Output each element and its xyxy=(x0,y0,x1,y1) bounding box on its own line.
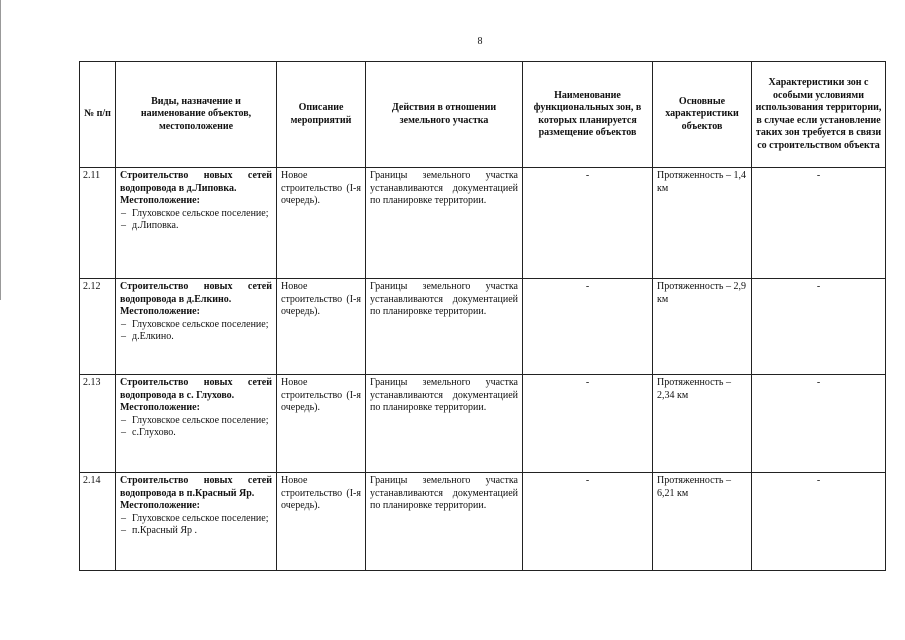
location-label: Местоположение: xyxy=(120,195,200,206)
header-land-actions: Действия в отношении земельного участка xyxy=(366,62,523,168)
page-number: 8 xyxy=(477,36,483,47)
actions-cell: Границы земельного участка устанавливаются документацией по планировке территории. xyxy=(366,279,523,375)
zones-cell: - xyxy=(523,279,653,375)
description-cell: Новое строительство (I-я очередь). xyxy=(277,279,366,375)
zones-cell: - xyxy=(523,168,653,279)
header-functional-zones: Наименование функциональных зон, в которых планируется размещение объектов xyxy=(523,62,653,168)
special-zones-cell: - xyxy=(752,168,886,279)
location-item: – с.Глухово. xyxy=(120,427,272,440)
location-item: – д.Елкино. xyxy=(120,331,272,344)
row-number: 2.12 xyxy=(80,279,116,375)
scan-edge-mark xyxy=(0,0,1,300)
location-item: – Глуховское сельское поселение; xyxy=(120,513,272,526)
header-number: № п/п xyxy=(80,62,116,168)
object-title: Строительство новых сетей водопровода в п.Красный Яр. xyxy=(120,475,272,499)
object-title: Строительство новых сетей водопровода в с. Глухово. xyxy=(120,377,272,401)
location-list xyxy=(120,415,272,440)
special-zones-cell: - xyxy=(752,473,886,571)
actions-cell: Границы земельного участка устанавливаются документацией по планировке территории. xyxy=(366,168,523,279)
description-cell: Новое строительство (I-я очередь). xyxy=(277,168,366,279)
header-description: Описание мероприятий xyxy=(277,62,366,168)
table-row xyxy=(80,279,886,375)
location-item: – д.Липовка. xyxy=(120,220,272,233)
table-row xyxy=(80,375,886,473)
characteristics-cell: Протяженность – 2,9 км xyxy=(653,279,752,375)
characteristics-cell: Протяженность – 1,4 км xyxy=(653,168,752,279)
row-number: 2.14 xyxy=(80,473,116,571)
location-label: Местоположение: xyxy=(120,402,200,413)
location-item: – Глуховское сельское поселение; xyxy=(120,319,272,332)
description-cell: Новое строительство (I-я очередь). xyxy=(277,375,366,473)
object-title: Строительство новых сетей водопровода в д.Елкино. xyxy=(120,281,272,305)
table-row xyxy=(80,168,886,279)
zones-cell: - xyxy=(523,375,653,473)
characteristics-cell: Протяженность – 6,21 км xyxy=(653,473,752,571)
special-zones-cell: - xyxy=(752,279,886,375)
table-row xyxy=(80,473,886,571)
location-label: Местоположение: xyxy=(120,500,200,511)
object-cell xyxy=(116,279,277,375)
header-special-zones: Характеристики зон с особыми условиями использования территории, в случае если установление таких зон требуется в связи со строительством объекта xyxy=(752,62,886,168)
special-zones-cell: - xyxy=(752,375,886,473)
header-characteristics: Основные характеристики объектов xyxy=(653,62,752,168)
location-item: – п.Красный Яр . xyxy=(120,525,272,538)
row-number: 2.13 xyxy=(80,375,116,473)
header-row xyxy=(80,62,886,168)
location-label: Местоположение: xyxy=(120,306,200,317)
location-list xyxy=(120,319,272,344)
object-cell xyxy=(116,168,277,279)
object-cell xyxy=(116,375,277,473)
zones-cell: - xyxy=(523,473,653,571)
row-number: 2.11 xyxy=(80,168,116,279)
actions-cell: Границы земельного участка устанавливаются документацией по планировке территории. xyxy=(366,375,523,473)
objects-table xyxy=(79,61,886,571)
description-cell: Новое строительство (I-я очередь). xyxy=(277,473,366,571)
actions-cell: Границы земельного участка устанавливаются документацией по планировке территории. xyxy=(366,473,523,571)
location-item: – Глуховское сельское поселение; xyxy=(120,415,272,428)
location-item: – Глуховское сельское поселение; xyxy=(120,208,272,221)
characteristics-cell: Протяженность – 2,34 км xyxy=(653,375,752,473)
object-cell xyxy=(116,473,277,571)
location-list xyxy=(120,208,272,233)
object-title: Строительство новых сетей водопровода в д.Липовка. xyxy=(120,170,272,194)
header-object-type: Виды, назначение и наименование объектов, местоположение xyxy=(116,62,277,168)
location-list xyxy=(120,513,272,538)
